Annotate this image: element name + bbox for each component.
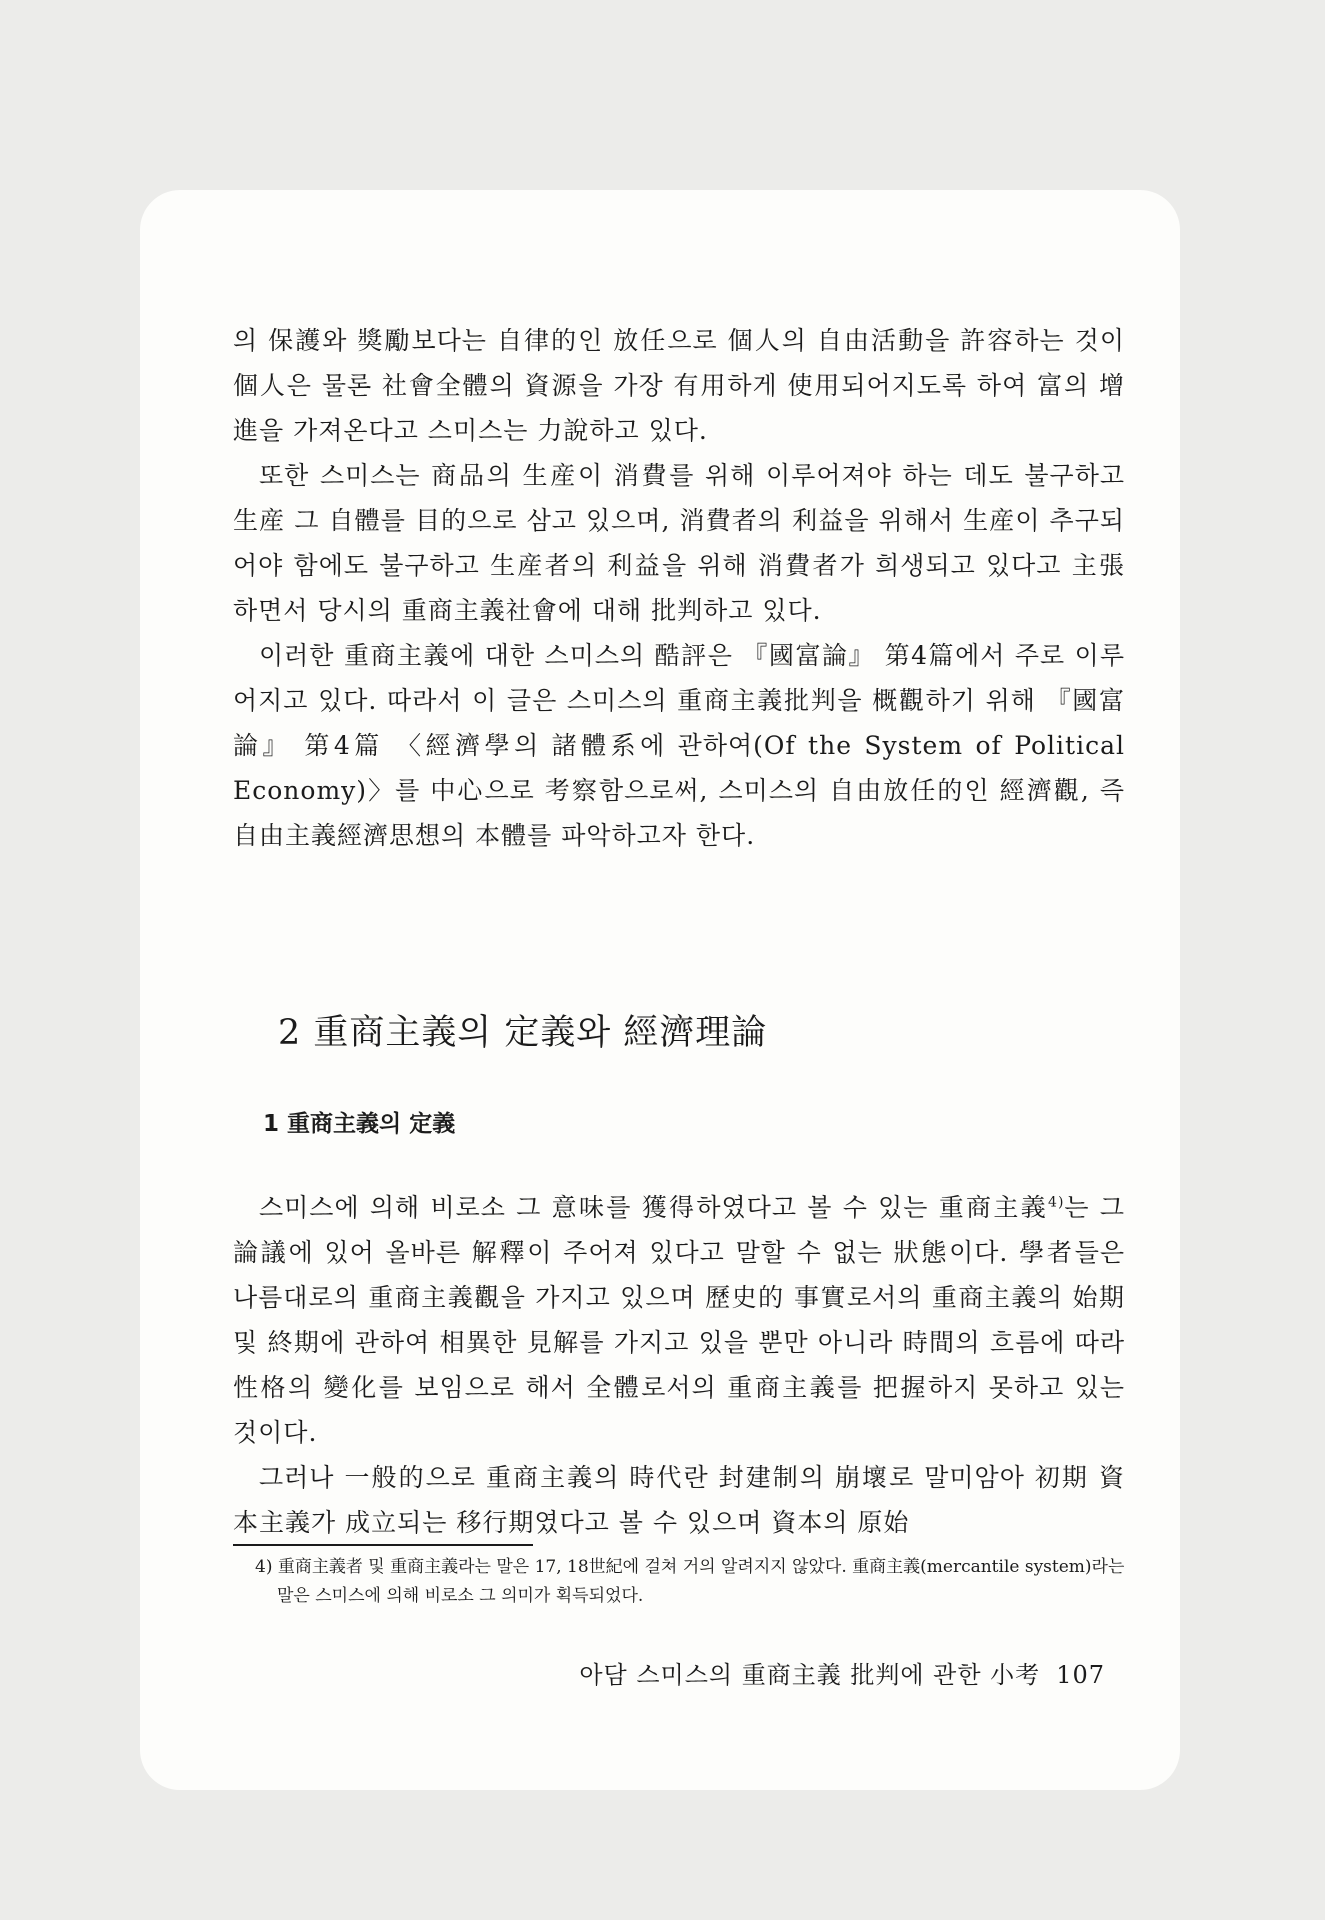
paragraph bbox=[233, 1185, 1125, 1455]
running-footer bbox=[579, 1655, 1105, 1690]
body-text-top bbox=[233, 318, 1125, 858]
footnote: 4) 重商主義者 및 重商主義라는 말은 17, 18世紀에 걸쳐 거의 알려지지 않았다. 重商主義(mercantile system)라는 말은 스미스에 의해 비로소 그 의미가 획득되었다. bbox=[255, 1557, 1125, 1606]
footnote-reference: 4) bbox=[1048, 1194, 1065, 1211]
subsection-heading: 1 重商主義의 定義 bbox=[263, 1111, 456, 1137]
section-heading: 2 重商主義의 定義와 經濟理論 bbox=[278, 1013, 768, 1053]
body-text-bottom bbox=[233, 1185, 1125, 1545]
paragraph-text: 스미스에 의해 비로소 그 意味를 獲得하였다고 볼 수 있는 重商主義 bbox=[259, 1193, 1049, 1222]
paragraph: 그러나 一般的으로 重商主義의 時代란 封建制의 崩壞로 말미암아 初期 資本主義가 成立되는 移行期였다고 볼 수 있으며 資本의 原始 bbox=[233, 1463, 1125, 1537]
paragraph: 의 保護와 獎勵보다는 自律的인 放任으로 個人의 自由活動을 許容하는 것이 個人은 물론 社會全體의 資源을 가장 有用하게 使用되어지도록 하여 富의 增進을 가져온다고 스미스는 力說하고 있다. bbox=[233, 326, 1125, 445]
footer-title: 아담 스미스의 重商主義 批判에 관한 小考 bbox=[579, 1661, 1041, 1689]
page-number: 107 bbox=[1056, 1661, 1105, 1689]
paragraph-text: 는 그 論議에 있어 올바른 解釋이 주어져 있다고 말할 수 없는 狀態이다. 學者들은 나름대로의 重商主義觀을 가지고 있으며 歷史的 事實로서의 重商主義의 始期 및 終期에 관하여 相異한 見解를 가지고 있을 뿐만 아니라 時間의 흐름에 따라 性格의 變化를 보임으로 해서 全體로서의 重商主義를 把握하지 못하고 있는 것이다. bbox=[233, 1193, 1126, 1447]
paragraph: 또한 스미스는 商品의 生産이 消費를 위해 이루어져야 하는 데도 불구하고 生産 그 自體를 目的으로 삼고 있으며, 消費者의 利益을 위해서 生産이 추구되어야 함에도 불구하고 生産者의 利益을 위해 消費者가 희생되고 있다고 主張하면서 당시의 重商主義社會에 대해 批判하고 있다. bbox=[233, 461, 1125, 625]
footnote-divider bbox=[233, 1544, 533, 1546]
paragraph: 이러한 重商主義에 대한 스미스의 酷評은 『國富論』 第4篇에서 주로 이루어지고 있다. 따라서 이 글은 스미스의 重商主義批判을 概觀하기 위해 『國富論』 第4篇 〈經濟學의 諸體系에 관하여(Of the System of Political Economy)〉를 中心으로 考察함으로써, 스미스의 自由放任的인 經濟觀, 즉 自由主義經濟思想의 本體를 파악하고자 한다. bbox=[233, 641, 1125, 850]
